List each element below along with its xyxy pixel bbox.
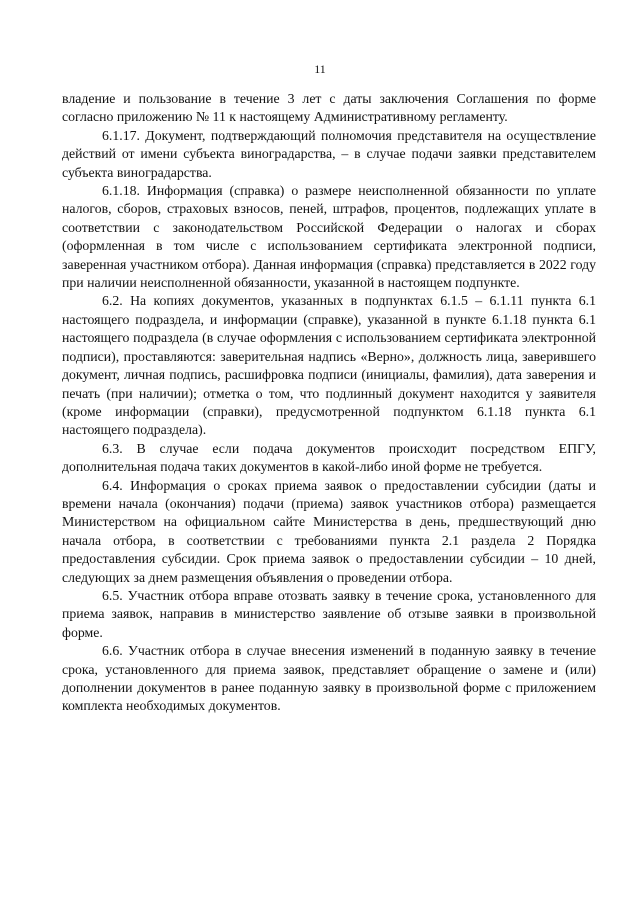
- paragraph-6-5: 6.5. Участник отбора вправе отозвать заявку в течение срока, установленного для приема заявок, направив в министерство заявление об отзыве заявки в произвольной форме.: [62, 587, 596, 640]
- page-number: 11: [314, 62, 326, 76]
- paragraph-continuation: владение и пользование в течение 3 лет с даты заключения Соглашения по форме согласно приложению № 11 к настоящему Административному регламенту.: [62, 91, 596, 125]
- paragraph-6-4: 6.4. Информация о сроках приема заявок о предоставлении субсидии (даты и времени начала (окончания) подачи (приема) заявок участников отбора) размещается Министерством на официальном сайте Министерства в день, предшествующий дню начала отбора, в соответствии с требованиями пункта 2.1 раздела 2 Порядка предоставления субсидии. Срок приема заявок о предоставлении субсидии – 10 дней, следующих за днем размещения объявления о проведении отбора.: [62, 477, 596, 585]
- paragraph-6-6: 6.6. Участник отбора в случае внесения изменений в поданную заявку в течение срока, установленного для приема заявок, представляет обращение о замене и (или) дополнении документов в ранее поданную заявку в произвольной форме с приложением комплекта необходимых документов.: [62, 643, 596, 714]
- paragraph-6-1-17: 6.1.17. Документ, подтверждающий полномочия представителя на осуществление действий от имени субъекта виноградарства, – в случае подачи заявки представителем субъекта виноградарства.: [62, 127, 596, 180]
- paragraph-6-2: 6.2. На копиях документов, указанных в подпунктах 6.1.5 – 6.1.11 пункта 6.1 настоящего подраздела, и информации (справке), указанной в пункте 6.1.18 пункта 6.1 настоящего подраздела (в случае оформления с использованием сертификата электронной подписи), проставляются: заверительная надпись «Верно», должность лица, заверившего документ, личная подпись, расшифровка подписи (инициалы, фамилия), дата заверения и печать (при наличии); отметка о том, что подлинный документ находится у заявителя (кроме информации (справки), предусмотренной подпунктом 6.1.18 пункта 6.1 настоящего подраздела).: [62, 293, 596, 438]
- paragraph-6-1-18: 6.1.18. Информация (справка) о размере неисполненной обязанности по уплате налогов, сборов, страховых взносов, пеней, штрафов, процентов, подлежащих уплате в соответствии с законодательством Российской Федерации о налогах и сборах (оформленная в том числе с использованием сертификата электронной подписи, заверенная участником отбора). Данная информация (справка) представляется в 2022 году при наличии неисполненной обязанности, указанной в настоящем подпункте.: [62, 183, 596, 291]
- paragraph-6-3: 6.3. В случае если подача документов происходит посредством ЕПГУ, дополнительная подача таких документов в какой-либо иной форме не требуется.: [62, 440, 596, 475]
- document-body: [62, 90, 596, 716]
